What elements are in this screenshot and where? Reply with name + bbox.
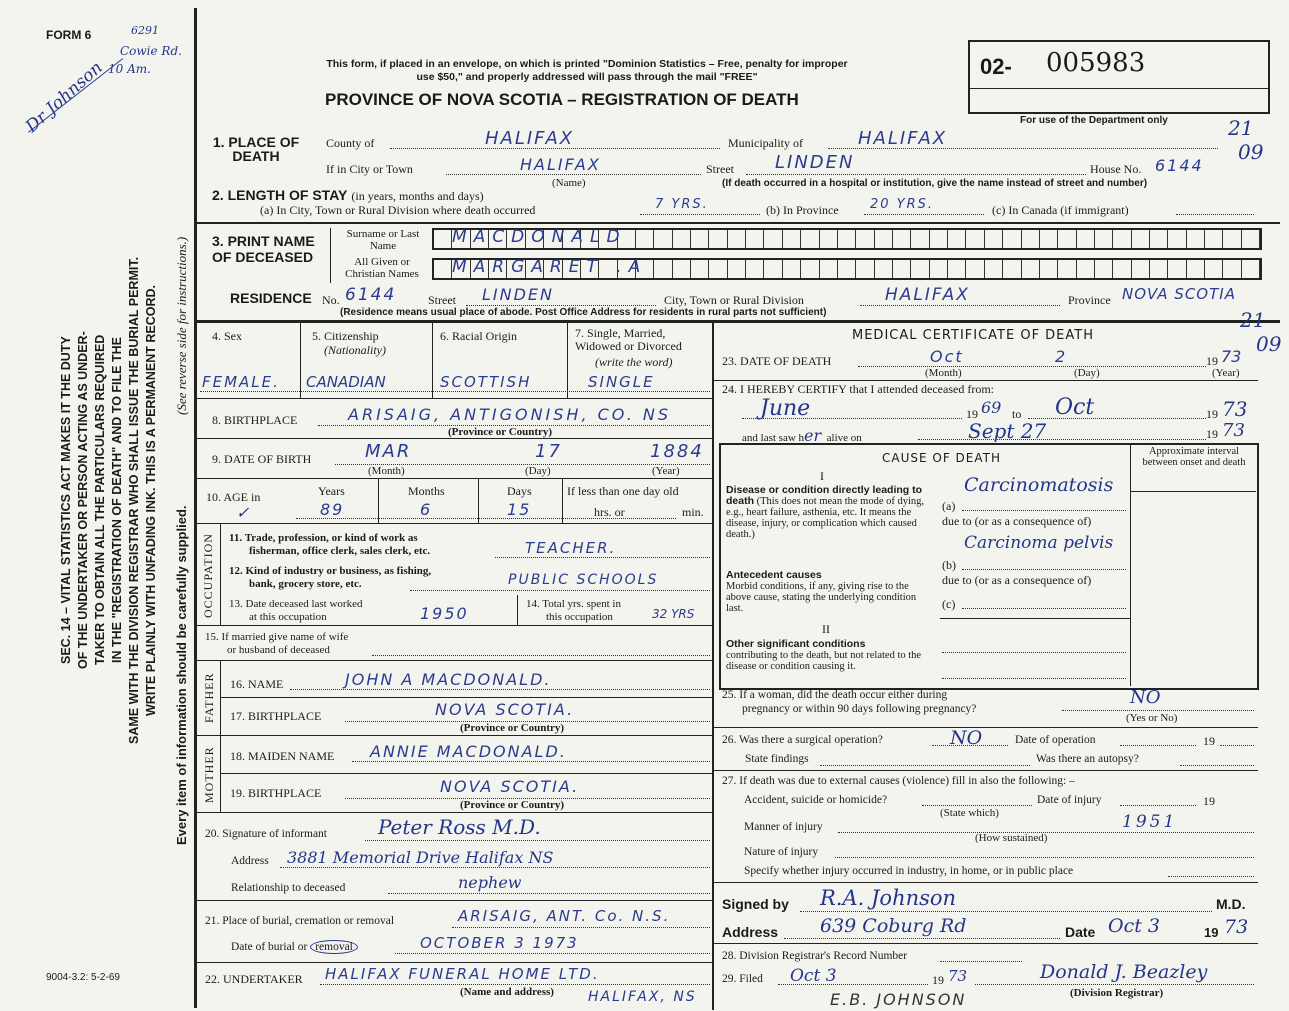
racial-origin-label: 6. Racial Origin	[440, 329, 517, 343]
direct-cause-text: (This does not mean the mode of dying, e.g., heart failure, asthenia, etc. It means the disease, injury, or complication which caused death.)	[726, 496, 925, 540]
cause-c-label: (c)	[942, 597, 956, 611]
certify-label: 24. I HEREBY CERTIFY that I attended deceased from:	[722, 382, 994, 396]
cause-a-line	[962, 510, 1126, 511]
surname-value: MACDONALD	[452, 227, 627, 247]
death-year-prefix: 19	[1206, 354, 1218, 368]
age-days-value: 15	[507, 500, 532, 519]
other-conditions-heading: Other significant conditions	[726, 638, 866, 650]
accident-line	[922, 805, 1032, 806]
surgery-value: NO	[950, 727, 983, 749]
pregnancy-label	[722, 688, 976, 716]
place-of-death-label: 1. PLACE OF DEATH	[212, 134, 300, 164]
divider	[195, 660, 712, 661]
father-birthplace-sub: (Province or Country)	[460, 722, 565, 734]
house-label: House No.	[1090, 162, 1142, 176]
divider	[195, 398, 712, 399]
signed-by-label: Signed by	[722, 896, 789, 912]
column-divider	[712, 322, 714, 1010]
divider	[195, 320, 1280, 323]
other-conditions-text: contributing to the death, but not related to the disease or condition causing it.	[726, 650, 922, 672]
injury-year-prefix: 19	[1203, 794, 1215, 808]
informant-line	[365, 840, 710, 841]
form-left-border	[194, 8, 197, 1008]
divider	[478, 479, 479, 523]
last-saw-line	[918, 439, 1206, 440]
accident-label: Accident, suicide or homicide?	[744, 794, 888, 806]
divider	[713, 380, 1258, 381]
attended-to-month: Oct	[1055, 395, 1095, 420]
burial-date-label	[231, 941, 358, 953]
birthplace-sub: (Province or Country)	[448, 426, 553, 438]
mother-birthplace-label: 19. BIRTHPLACE	[230, 786, 322, 800]
divider	[195, 222, 1280, 224]
stay-canada-label: (c) In Canada (if immigrant)	[992, 203, 1129, 217]
specify-line	[1168, 876, 1254, 877]
age-years-value: 89	[320, 500, 345, 519]
age-days-label: Days	[507, 484, 532, 498]
row-line	[200, 391, 710, 392]
death-day-sub: (Day)	[1074, 367, 1100, 379]
mother-name-value: ANNIE MACDONALD.	[370, 742, 567, 761]
surgery-label: 26. Was there a surgical operation?	[722, 734, 883, 746]
stay-city-value: 7 YRS.	[655, 197, 709, 212]
length-of-stay-sub: (in years, months and days)	[351, 189, 484, 203]
burial-date-value: OCTOBER 3 1973	[420, 934, 579, 952]
citizenship-value: CANADIAN	[306, 373, 386, 391]
filed-date-value: Oct 3	[790, 966, 837, 986]
relationship-value: nephew	[458, 873, 522, 892]
cause-b-label: (b)	[942, 558, 956, 572]
pregnancy-value: NO	[1130, 687, 1161, 708]
industry-label-line: 12. Kind of industry or business, as fishing,	[229, 565, 432, 577]
informant-label: 20. Signature of informant	[205, 828, 328, 840]
divider	[940, 618, 1130, 619]
marital-status-value: SINGLE	[588, 373, 655, 391]
burial-date-label-text: Date of burial or	[231, 941, 308, 953]
attended-to-label: to	[1012, 407, 1022, 421]
stay-city-line	[640, 214, 760, 215]
registration-prefix: 02-	[980, 54, 1012, 79]
divider	[378, 479, 379, 523]
divider	[195, 625, 712, 626]
handwritten-note-time: 10 Am.	[108, 62, 151, 76]
sex-value: FEMALE.	[202, 373, 280, 391]
nature-line	[835, 857, 1254, 858]
statute-line: SAME WITH THE DIVISION REGISTRAR WHO SHALL ISSUE THE BURIAL PERMIT.	[127, 256, 141, 744]
trade-label	[229, 532, 430, 558]
municipality-label: Municipality of	[728, 136, 803, 150]
signature-date-label: Date	[1065, 924, 1096, 940]
statute-line: IN THE "REGISTRATION OF DEATH" AND TO FILE THE	[110, 337, 124, 663]
signature-year-value: 73	[1224, 916, 1249, 938]
divider	[517, 595, 518, 625]
registrar-signature: Donald J. Beazley	[1040, 961, 1208, 983]
burial-place-line	[452, 927, 710, 928]
part-one-label: I	[820, 469, 824, 483]
mail-notice-line: use $50," and properly addressed will pass through the mail "FREE"	[416, 71, 758, 83]
father-section-label: FATHER	[202, 672, 216, 724]
record-number-line	[940, 961, 1022, 962]
operation-date-label: Date of operation	[1015, 734, 1096, 746]
residence-province-label: Province	[1068, 293, 1111, 307]
registration-number: 005983	[1046, 48, 1146, 78]
cause-of-death-title: CAUSE OF DEATH	[882, 451, 1001, 465]
occupation-section-label: OCCUPATION	[201, 533, 215, 619]
death-year-value: 73	[1221, 347, 1242, 366]
divider	[713, 770, 1258, 771]
total-years-label-line: this occupation	[546, 611, 613, 623]
removal-circled: removal	[310, 940, 358, 954]
reverse-note: (See reverse side for instructions.)	[174, 236, 189, 415]
medical-code-1: 21	[1240, 308, 1266, 332]
divider	[220, 661, 221, 812]
residence-no-value: 6144	[345, 285, 397, 305]
part-two-label: II	[822, 622, 830, 636]
father-name-value: JOHN A MACDONALD.	[345, 670, 552, 689]
divider	[300, 322, 301, 398]
burial-place-label: 21. Place of burial, cremation or removal	[205, 915, 395, 927]
residence-city-line	[860, 305, 1060, 306]
mail-notice	[272, 58, 902, 84]
informant-signature: Peter Ross M.D.	[378, 815, 541, 839]
undertaker-line	[320, 984, 710, 985]
total-years-value: 32 YRS	[652, 607, 695, 621]
county-label: County of	[326, 136, 375, 150]
antecedent-heading: Antecedent causes	[726, 569, 822, 581]
medical-certificate-title: MEDICAL CERTIFICATE OF DEATH	[852, 328, 1094, 343]
residence-note: (Residence means usual place of abode. Post Office Address for residents in rural parts not sufficient)	[340, 307, 827, 318]
sex-label: 4. Sex	[212, 329, 242, 343]
burial-date-line	[395, 953, 710, 954]
registration-number-box	[968, 40, 1270, 114]
spouse-line	[372, 655, 710, 656]
last-worked-label-line: at this occupation	[249, 611, 327, 623]
street-value: LINDEN	[775, 152, 855, 173]
residence-street-value: LINDEN	[482, 285, 554, 304]
department-note: For use of the Department only	[1020, 115, 1168, 126]
specify-label: Specify whether injury occurred in industry, in home, or in public place	[744, 865, 1074, 877]
street-line	[746, 174, 1086, 175]
divider	[220, 524, 221, 626]
due-to-label-2: due to (or as a consequence of)	[942, 573, 1092, 587]
residence-label: RESIDENCE	[230, 290, 312, 306]
divider	[195, 438, 712, 439]
attended-to-year: 73	[1222, 397, 1248, 421]
trade-label-line: fisherman, office clerk, sales clerk, etc.	[249, 545, 431, 557]
marital-status-sub: (write the word)	[595, 355, 673, 369]
stay-city-label: (a) In City, Town or Rural Division where death occurred	[260, 203, 536, 217]
undertaker-value: HALIFAX FUNERAL HOME LTD.	[325, 965, 600, 983]
divider	[195, 478, 712, 479]
informant-address-label: Address	[231, 855, 269, 867]
last-worked-value: 1950	[420, 604, 469, 623]
doctor-signature: R.A. Johnson	[820, 886, 957, 910]
mother-section-label: MOTHER	[202, 746, 216, 804]
attended-from-month: June	[760, 396, 811, 421]
divider	[195, 523, 712, 524]
department-code-2: 09	[1238, 140, 1264, 164]
given-names-value: MARGARET .A	[452, 257, 648, 277]
pregnancy-label-line: pregnancy or within 90 days following pregnancy?	[742, 703, 977, 715]
statute-notice	[58, 200, 160, 800]
mother-birthplace-sub: (Province or Country)	[460, 799, 565, 811]
cause-b-value: Carcinoma pelvis	[964, 533, 1114, 553]
death-month-value: Oct	[930, 347, 964, 366]
stay-province-value: 20 YRS.	[870, 197, 935, 212]
filed-year-prefix: 19	[932, 973, 944, 987]
other-conditions-description	[726, 639, 931, 672]
death-month-sub: (Month)	[925, 367, 962, 379]
autopsy-line	[1180, 765, 1254, 766]
form-number: FORM 6	[46, 28, 92, 42]
spouse-label-line: or husband of deceased	[227, 644, 330, 656]
residence-province-value: NOVA SCOTIA	[1122, 285, 1236, 303]
residence-street-label: Street	[428, 293, 456, 307]
other-conditions-line-2	[942, 678, 1126, 679]
citizenship-label: 5. Citizenship	[312, 329, 379, 343]
statute-line: SEC. 14 – VITAL STATISTICS ACT MAKES IT THE DUTY	[59, 336, 73, 664]
cause-a-value: Carcinomatosis	[964, 474, 1114, 496]
informant-address-line	[280, 867, 710, 868]
findings-label: State findings	[745, 753, 809, 765]
divider	[432, 322, 433, 398]
residence-no-label: No.	[322, 293, 340, 307]
death-year-sub: (Year)	[1212, 367, 1240, 379]
department-code-1: 21	[1228, 116, 1254, 140]
interval-label: Approximate interval between onset and death	[1142, 446, 1246, 468]
residence-street-line	[466, 305, 656, 306]
age-label: 10. AGE in	[206, 490, 261, 504]
death-day-value: 2	[1055, 347, 1068, 366]
minutes-label: min.	[682, 505, 704, 519]
page-title: PROVINCE OF NOVA SCOTIA – REGISTRATION OF DEATH	[325, 90, 799, 109]
handwritten-doctor-note: Dr Johnson	[22, 57, 107, 137]
divider	[330, 228, 331, 283]
antecedent-text: Morbid conditions, if any, giving rise to the above cause, stating the underlying condition last.	[726, 581, 917, 614]
father-name-label: 16. NAME	[230, 677, 284, 691]
signature-address-line	[784, 938, 1060, 939]
direct-cause-description	[726, 485, 931, 540]
registrar-line	[975, 984, 1254, 985]
stay-province-line	[864, 214, 984, 215]
stay-canada-line	[1176, 214, 1254, 215]
last-saw-year: 73	[1222, 420, 1245, 441]
manner-label: Manner of injury	[744, 821, 823, 833]
findings-line	[820, 765, 1030, 766]
manner-sub: (How sustained)	[975, 832, 1048, 844]
relationship-label: Relationship to deceased	[231, 882, 346, 894]
citizenship-sub: (Nationality)	[324, 343, 386, 357]
undertaker-sub: (Name and address)	[460, 986, 554, 998]
father-birthplace-value: NOVA SCOTIA.	[435, 700, 575, 719]
manner-value: 1951	[1122, 812, 1178, 832]
hospital-note: (If death occurred in a hospital or institution, give the name instead of street and number)	[722, 178, 1148, 189]
record-number-label: 28. Division Registrar's Record Number	[722, 950, 908, 962]
undertaker-city-value: HALIFAX, NS	[588, 989, 697, 1005]
undertaker-label: 22. UNDERTAKER	[205, 972, 303, 986]
handwritten-note-number: 6291	[131, 24, 159, 37]
last-saw-text: and last saw h	[742, 432, 805, 444]
signature-address-label: Address	[722, 924, 779, 940]
relationship-line	[388, 893, 710, 894]
municipality-value: HALIFAX	[858, 128, 948, 149]
city-sub: (Name)	[552, 177, 586, 189]
city-label: If in City or Town	[326, 162, 413, 176]
cause-b-line	[962, 569, 1126, 570]
pregnancy-label-line: 25. If a woman, did the death occur either during	[722, 689, 948, 701]
divider	[1130, 491, 1256, 492]
injury-date-line	[1120, 805, 1196, 806]
dob-year-sub: (Year)	[652, 465, 680, 477]
medical-code-2: 09	[1256, 332, 1282, 356]
trade-label-line: 11. Trade, profession, or kind of work as	[229, 532, 418, 544]
residence-city-value: HALIFAX	[885, 285, 970, 305]
total-years-label	[526, 598, 621, 624]
less-than-day-label: If less than one day old	[567, 484, 679, 498]
mother-birthplace-value: NOVA SCOTIA.	[440, 777, 580, 796]
last-saw-date: Sept 27	[968, 419, 1047, 443]
divider	[713, 882, 1258, 883]
divider	[195, 812, 712, 813]
due-to-label-1: due to (or as a consequence of)	[942, 514, 1092, 528]
house-value: 6144	[1155, 156, 1204, 175]
divider	[970, 88, 1268, 89]
operation-year-prefix: 19	[1203, 734, 1215, 748]
handwritten-note-street: Cowie Rd.	[120, 44, 182, 58]
form-code: 9004-3.2: 5-2-69	[46, 972, 120, 983]
birthplace-value: ARISAIG, ANTIGONISH, CO. NS	[348, 405, 672, 424]
external-causes-label: 27. If death was due to external causes (violence) fill in also the following: –	[722, 775, 1075, 787]
registrar-sub: (Division Registrar)	[1070, 987, 1164, 999]
statute-line: TAKER TO OBTAIN ALL THE PARTICULARS REQUIRED	[93, 334, 107, 666]
divider	[195, 735, 712, 736]
divider	[562, 479, 563, 523]
accident-sub: (State which)	[940, 807, 999, 819]
dob-month-value: MAR	[365, 441, 412, 462]
attended-from-year-prefix: 19	[966, 407, 978, 421]
direct-cause-heading: Disease or condition directly leading to death	[726, 484, 923, 507]
pregnancy-line	[1062, 710, 1254, 711]
dob-day-value: 17	[535, 441, 562, 462]
attended-from-year: 69	[981, 398, 1002, 417]
trade-value: TEACHER.	[525, 539, 617, 557]
nature-label: Nature of injury	[744, 846, 819, 858]
date-of-death-line	[858, 366, 1206, 367]
industry-label-line: bank, grocery store, etc.	[249, 578, 362, 590]
instruction-text: Every item of information should be carefully supplied.	[174, 505, 189, 845]
last-saw-pronoun: er	[804, 426, 822, 445]
racial-origin-value: SCOTTISH	[440, 373, 532, 391]
age-years-label: Years	[318, 484, 345, 498]
statute-line: OF THE UNDERTAKER OR PERSON ACTING AS UNDER-	[76, 331, 90, 669]
mother-name-label: 18. MAIDEN NAME	[230, 749, 335, 763]
surname-label: Surname or Last Name	[346, 228, 420, 252]
autopsy-label: Was there an autopsy?	[1036, 753, 1139, 765]
divider	[1130, 444, 1131, 686]
industry-line	[410, 590, 710, 591]
trade-line	[495, 557, 710, 558]
signature-year-prefix: 19	[1204, 925, 1219, 940]
last-worked-label	[229, 598, 362, 624]
total-years-label-line: 14. Total yrs. spent in	[526, 598, 621, 610]
divider	[195, 962, 712, 963]
industry-value: PUBLIC SCHOOLS	[508, 572, 659, 588]
industry-label	[229, 565, 431, 591]
signature-date-value: Oct 3	[1108, 915, 1160, 937]
age-months-label: Months	[408, 484, 445, 498]
city-value: HALIFAX	[520, 155, 601, 174]
attended-to-year-prefix: 19	[1206, 407, 1218, 421]
marital-status-label: 7. Single, Married, Widowed or Divorced	[575, 326, 682, 353]
mother-name-line	[352, 761, 710, 762]
last-worked-label-line: 13. Date deceased last worked	[229, 598, 363, 610]
cause-c-line	[962, 608, 1126, 609]
informant-address-value: 3881 Memorial Drive Halifax NS	[287, 848, 554, 867]
birthplace-label: 8. BIRTHPLACE	[212, 413, 298, 427]
divider	[567, 322, 568, 398]
mail-notice-line: This form, if placed in an envelope, on which is printed "Dominion Statistics – Free, penalty for improper	[326, 58, 848, 70]
divider	[195, 900, 712, 901]
spouse-label-line: 15. If married give name of wife	[205, 631, 349, 643]
other-conditions-line-1	[942, 652, 1126, 653]
county-value: HALIFAX	[485, 128, 575, 149]
divider	[220, 773, 712, 774]
last-saw-year-prefix: 19	[1206, 427, 1218, 441]
antecedent-description	[726, 570, 931, 614]
length-of-stay-title: 2. LENGTH OF STAY	[212, 187, 348, 203]
signed-by-line	[800, 911, 1212, 912]
statute-line: WRITE PLAINLY WITH UNFADING INK. THIS IS A PERMANENT RECORD.	[144, 284, 158, 716]
given-names-label: All Given or Christian Names	[345, 256, 419, 280]
age-months-value: 6	[420, 500, 433, 519]
father-name-line	[290, 689, 710, 690]
divider	[713, 727, 1258, 728]
date-of-death-label: 23. DATE OF DEATH	[722, 354, 832, 368]
signature-address-value: 639 Coburg Rd	[820, 915, 967, 937]
city-line	[446, 174, 701, 175]
divider	[220, 697, 712, 698]
operation-year-line	[1220, 745, 1254, 746]
divider	[713, 943, 1258, 944]
stay-province-label: (b) In Province	[766, 203, 839, 217]
injury-date-label: Date of injury	[1037, 794, 1102, 806]
dob-label: 9. DATE OF BIRTH	[212, 452, 312, 466]
filed-label: 29. Filed	[722, 973, 763, 985]
street-label: Street	[706, 162, 734, 176]
operation-date-line	[1120, 745, 1196, 746]
dob-year-value: 1884	[650, 441, 704, 462]
md-label: M.D.	[1216, 896, 1246, 912]
father-birthplace-label: 17. BIRTHPLACE	[230, 709, 322, 723]
spouse-label	[205, 631, 348, 657]
filed-year-value: 73	[948, 967, 968, 985]
clerk-name: E.B. JOHNSON	[830, 990, 967, 1009]
age-line	[296, 518, 676, 519]
print-name-label: 3. PRINT NAME OF DECEASED	[212, 233, 315, 265]
dob-day-sub: (Day)	[525, 465, 551, 477]
alive-on-text: alive on	[826, 432, 862, 444]
checkmark-icon: ✓	[236, 503, 250, 522]
burial-place-value: ARISAIG, ANT. Co. N.S.	[458, 907, 671, 925]
residence-city-label: City, Town or Rural Division	[664, 293, 804, 307]
pregnancy-sub: (Yes or No)	[1126, 712, 1178, 724]
dob-month-sub: (Month)	[368, 465, 405, 477]
hours-label: hrs. or	[594, 505, 625, 519]
cause-a-label: (a)	[942, 499, 956, 513]
